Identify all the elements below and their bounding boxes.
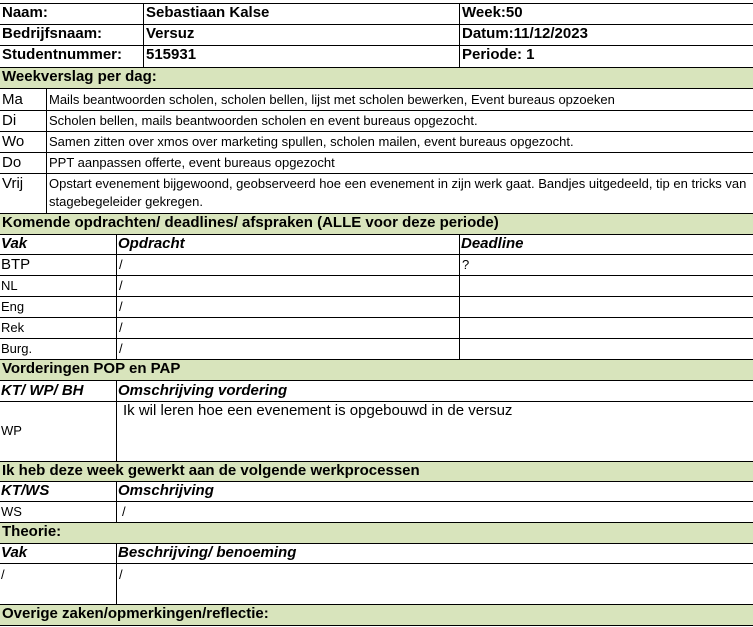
deadline-cell xyxy=(459,338,753,359)
assignment-row-rek xyxy=(0,317,753,338)
other-section-title: Overige zaken/opmerkingen/reflectie: xyxy=(0,605,753,625)
gridline xyxy=(0,380,753,381)
gridline xyxy=(0,481,753,482)
vak-cell: Eng xyxy=(1,299,25,314)
gridline xyxy=(0,625,753,626)
assignments-section-title: Komende opdrachten/ deadlines/ afspraken (ALLE voor deze periode) xyxy=(0,214,753,234)
gridline xyxy=(0,317,753,318)
header-row-student xyxy=(0,45,753,67)
gridline xyxy=(0,173,753,174)
assignment-row-eng xyxy=(0,296,753,317)
gridline xyxy=(0,501,753,502)
day-text: Mails beantwoorden scholen, scholen bellen, lijst met scholen bewerken, Event bureaus opzoeken xyxy=(46,89,753,110)
weekly-section-title: Weekverslag per dag: xyxy=(0,68,753,88)
gridline xyxy=(0,152,753,153)
deadline-cell xyxy=(459,296,753,317)
progress-section-title: Vorderingen POP en PAP xyxy=(0,360,753,380)
gridline xyxy=(0,401,753,402)
col-desc-header: Omschrijving vordering xyxy=(116,381,753,401)
day-row-di xyxy=(0,110,753,131)
day-label: Wo xyxy=(2,133,25,150)
day-text: Scholen bellen, mails beantwoorden scholen en event bureaus opgezocht. xyxy=(46,110,753,131)
vak-cell: BTP xyxy=(1,256,31,273)
gridline xyxy=(0,254,753,255)
opdracht-cell: / xyxy=(116,255,459,275)
assignment-row-btp xyxy=(0,255,753,275)
day-text: Samen zitten over xmos over marketing spullen, scholen mailen, event bureaus opgezocht. xyxy=(46,131,753,152)
col-vak-header: Vak xyxy=(1,544,28,561)
gridline xyxy=(0,359,753,360)
gridline xyxy=(0,24,753,25)
theory-desc-cell: / xyxy=(116,564,753,604)
name-value: Sebastiaan Kalse xyxy=(143,3,459,24)
assignment-row-burg xyxy=(0,338,753,359)
day-row-vrij xyxy=(0,173,753,213)
day-row-wo xyxy=(0,131,753,152)
progress-desc-cell: Ik wil leren hoe een evenement is opgebouwd in de versuz xyxy=(116,401,753,461)
gridline xyxy=(0,522,753,523)
gridline xyxy=(0,296,753,297)
company-value: Versuz xyxy=(143,24,459,45)
gridline xyxy=(0,67,753,68)
vak-cell: NL xyxy=(1,278,18,293)
day-row-do xyxy=(0,152,753,173)
theory-vak-cell: / xyxy=(1,567,5,582)
col-opdracht-header: Opdracht xyxy=(116,234,459,254)
day-text: Opstart evenement bijgewoond, geobserveerd hoe een evenement in zijn werk gaat. Bandjes uitgedeeld, tip en tricks van stagebegeleider gekregen. xyxy=(46,173,753,213)
opdracht-cell: / xyxy=(116,317,459,338)
day-label: Do xyxy=(2,154,22,171)
period-field: Periode: 1 xyxy=(459,45,753,67)
name-label: Naam: xyxy=(2,4,48,21)
workprocesses-header-row xyxy=(0,481,753,501)
day-label: Vrij xyxy=(2,175,24,192)
theory-row xyxy=(0,564,753,604)
gridline xyxy=(0,275,753,276)
gridline xyxy=(0,234,753,235)
assignment-row-nl xyxy=(0,275,753,296)
workprocess-code-cell: WS xyxy=(1,504,22,519)
company-label: Bedrijfsnaam: xyxy=(2,25,103,42)
header-row-company xyxy=(0,24,753,45)
gridline xyxy=(0,88,753,89)
workprocesses-section-title: Ik heb deze week gewerkt aan de volgende werkprocessen xyxy=(0,462,753,481)
opdracht-cell: / xyxy=(116,338,459,359)
workprocess-desc-cell: / xyxy=(116,502,753,522)
day-row-ma xyxy=(0,89,753,110)
gridline xyxy=(0,3,753,4)
day-label: Di xyxy=(2,112,17,129)
col-desc-header: Omschrijving xyxy=(116,481,753,501)
vak-cell: Rek xyxy=(1,320,25,335)
gridline xyxy=(0,131,753,132)
gridline xyxy=(0,461,753,462)
header-row-name xyxy=(0,3,753,24)
opdracht-cell: / xyxy=(116,296,459,317)
col-vak-header: Vak xyxy=(1,235,28,252)
col-code-header: KT/ WP/ BH xyxy=(1,382,84,399)
opdracht-cell: / xyxy=(116,275,459,296)
gridline xyxy=(0,543,753,544)
gridline xyxy=(0,338,753,339)
gridline xyxy=(0,45,753,46)
assignments-header-row xyxy=(0,234,753,254)
progress-header-row xyxy=(0,381,753,401)
student-label: Studentnummer: xyxy=(2,46,122,63)
day-text: PPT aanpassen offerte, event bureaus opgezocht xyxy=(46,152,753,173)
theory-section-title: Theorie: xyxy=(0,523,753,543)
gridline xyxy=(0,563,753,564)
gridline xyxy=(0,110,753,111)
deadline-cell xyxy=(459,275,753,296)
col-deadline-header: Deadline xyxy=(459,234,753,254)
week-field: Week:50 xyxy=(459,3,753,24)
deadline-cell: ? xyxy=(459,255,753,275)
day-label: Ma xyxy=(2,91,23,108)
workprocesses-row xyxy=(0,502,753,522)
col-code-header: KT/WS xyxy=(1,482,50,499)
deadline-cell xyxy=(459,317,753,338)
progress-code-cell: WP xyxy=(1,423,22,438)
gridline xyxy=(0,604,753,605)
student-value: 515931 xyxy=(143,45,459,67)
gridline xyxy=(0,213,753,214)
col-desc-header: Beschrijving/ benoeming xyxy=(116,543,753,563)
date-field: Datum:11/12/2023 xyxy=(459,24,753,45)
progress-row xyxy=(0,401,753,461)
theory-header-row xyxy=(0,543,753,563)
vak-cell: Burg. xyxy=(1,341,33,356)
